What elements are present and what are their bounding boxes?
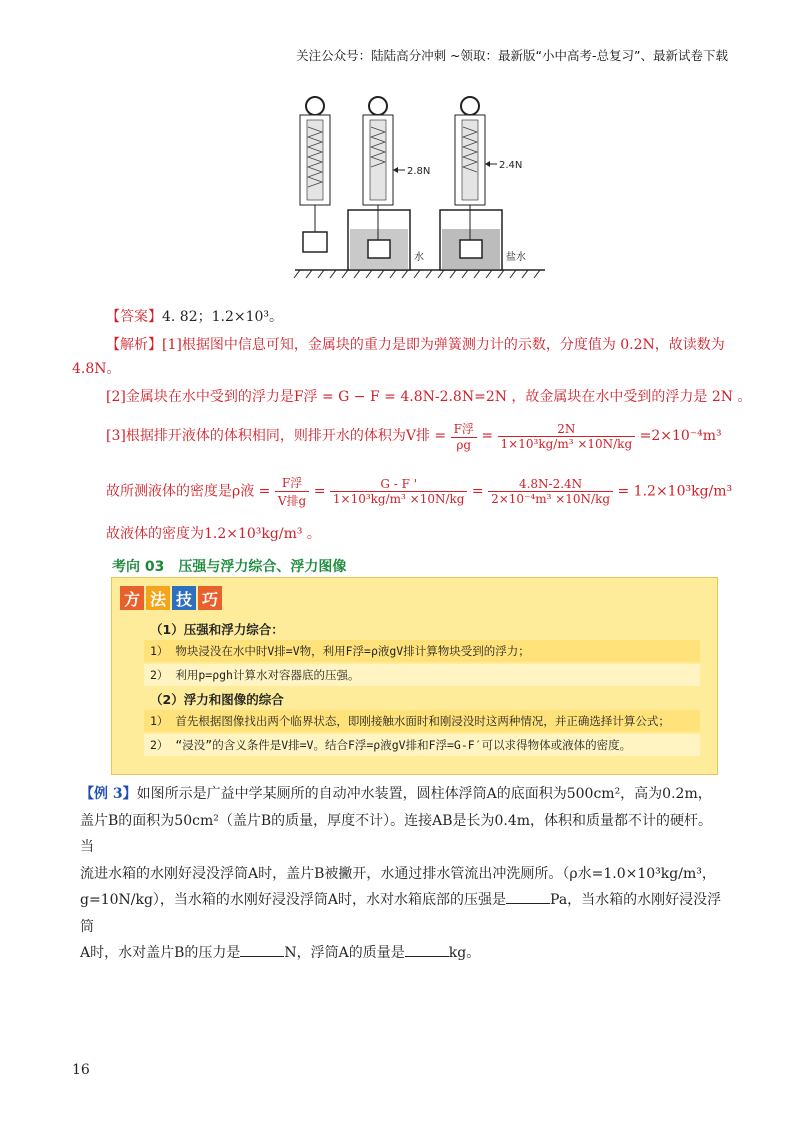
- line4-num2: G - F ': [330, 477, 468, 492]
- line3-den2: 1×10³kg/m³ ×10N/kg: [500, 436, 633, 451]
- line4-den1: V排g: [277, 494, 307, 508]
- analysis-line-2: [2]金属块在水中受到的浮力是F浮 = G − F = 4.8N-2.8N=2N ，故金属块在水中受到的浮力是 2N 。: [106, 389, 752, 405]
- line3-eq: =: [481, 428, 494, 444]
- example-p5b: N，浮筒A的质量是: [284, 945, 405, 961]
- line3-den1: ρg: [456, 438, 472, 452]
- badge-3: 技: [172, 586, 196, 610]
- analysis-tag: 【解析】: [106, 337, 162, 353]
- answer-blank-3: [405, 942, 449, 957]
- method-tips-box: [111, 577, 718, 775]
- page-header: 关注公众号：陆陆高分冲刺 ~领取：最新版“小中高考-总复习”、最新试卷下载: [296, 48, 728, 63]
- tips-row-1: 1） 物块浸没在水中时V排=V物，利用F浮=ρ液gV排计算物块受到的浮力；: [144, 640, 700, 662]
- reading-label-water: 2.8N: [407, 166, 431, 177]
- example-p2: 盖片B的面积为50cm²（盖片B的质量，厚度不计）。连接AB是长为0.4m，体积和质量都不计的硬杆。当: [80, 812, 713, 855]
- answer-tag: 【答案】: [106, 309, 162, 325]
- analysis-line-3: [106, 420, 722, 452]
- example-p3: 流进水箱的水刚好浸没浮筒A时，盖片B被撇开，水通过排水管流出冲洗厕所。（ρ水=1.0×10³kg/m³，: [80, 865, 716, 882]
- reading-label-brine: 2.4N: [499, 160, 523, 171]
- answer-blank-2: [240, 942, 284, 957]
- answer-blank-1: [506, 889, 550, 904]
- tips-row-2: 2） 利用p=ρgh计算水对容器底的压强。: [144, 664, 700, 686]
- analysis-line-1: [106, 334, 725, 354]
- tips-heading-1: （1）压强和浮力综合：: [150, 622, 284, 637]
- line4-den2: 1×10³kg/m³ ×10N/kg: [332, 492, 465, 506]
- line4-num1: F浮: [275, 474, 309, 492]
- tips-row-4: 2） “浸没”的含义条件是V排=V。结合F浮=ρ液gV排和F浮=G-F′可以求得物体或液体的密度。: [144, 734, 700, 756]
- section-title: 考向 03 压强与浮力综合、浮力图像: [112, 559, 347, 575]
- answer-text: 4. 82；1.2×10³。: [162, 309, 284, 325]
- badge-1: 方: [120, 586, 144, 610]
- page-number: 16: [72, 1062, 90, 1078]
- line3-num1: F浮: [451, 420, 477, 438]
- method-tips-badges: [120, 586, 222, 610]
- line4-den3: 2×10⁻⁴m³ ×10N/kg: [491, 492, 611, 506]
- badge-2: 法: [146, 586, 170, 610]
- analysis-line-5: 故液体的密度为1.2×10³kg/m³ 。: [106, 526, 321, 542]
- line3-prefix: [3]根据排开液体的体积相同，则排开水的体积为V排 =: [106, 428, 447, 444]
- brine-label: 盐水: [506, 252, 526, 263]
- analysis-line-1b: 4.8N。: [72, 361, 121, 377]
- water-label: 水: [414, 252, 424, 263]
- tips-heading-2: （2）浮力和图像的综合: [150, 692, 284, 707]
- line3-result: =2×10⁻⁴m³: [639, 428, 722, 444]
- example-3: [80, 781, 725, 967]
- example-p4a: g=10N/kg），当水箱的水刚好浸没浮筒A时，水对水箱底部的压强是: [80, 892, 507, 908]
- line4-num3: 4.8N-2.4N: [488, 477, 613, 492]
- example-p4b: Pa，当水箱的水刚好浸没浮筒: [80, 892, 722, 935]
- example-p1: 如图所示是广益中学某厕所的自动冲水装置，圆柱体浮筒A的底面积为500cm²，高为0.2m，: [136, 786, 712, 802]
- answer-line: [106, 306, 283, 326]
- line4-prefix: 故所测液体的密度是ρ液 =: [106, 483, 271, 500]
- badge-4: 巧: [198, 586, 222, 610]
- spring-scale-figure: [290, 92, 550, 282]
- tips-row-3: 1） 首先根据图像找出两个临界状态，即刚接触水面时和刚浸没时这两种情况，并正确选择计算公式；: [144, 710, 700, 732]
- example-p5a: A时，水对盖片B的压力是: [80, 945, 241, 961]
- analysis-text-1: [1]根据图中信息可知，金属块的重力是即为弹簧测力计的示数，分度值为 0.2N，故读数为: [162, 337, 725, 353]
- example-p5c: kg。: [448, 945, 481, 961]
- line3-num2: 2N: [498, 422, 636, 437]
- line4-result: = 1.2×10³kg/m³: [617, 483, 733, 500]
- example-tag: 【例 3】: [80, 786, 137, 802]
- analysis-line-4: 故所测液体的密度是ρ液 = $\frac{\text{F浮}}{\text{V排g}}$ = $\frac{G - F '}{\text{1×10³kg/m³ ×10N/kg}}$ = $\frac{4.8N-2.4N}{\text{2×10⁻⁴m³ ×10N/kg}}$ = 1.2×10³kg/m³: [106, 476, 733, 508]
